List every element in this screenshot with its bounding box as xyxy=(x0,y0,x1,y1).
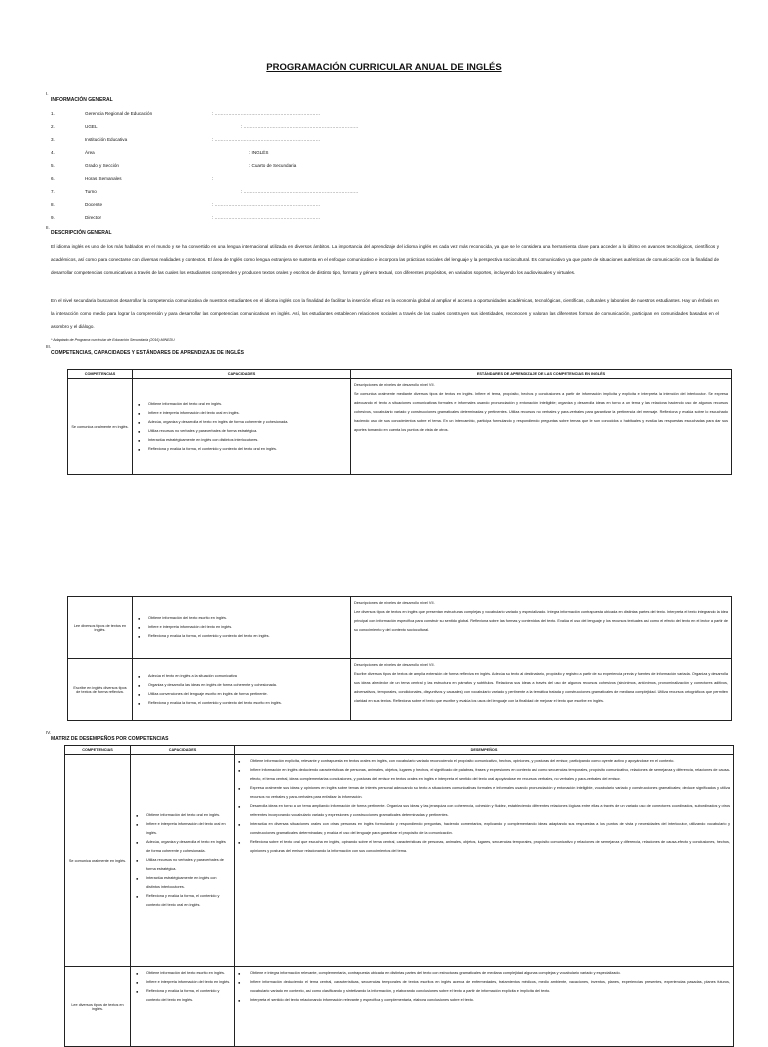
info-row xyxy=(51,150,731,158)
info-value: : INGLÉS xyxy=(249,150,269,155)
list-item: ● Adecúa, organiza y desarrolla el texto en inglés de forma coherente y cohesionada. xyxy=(146,838,231,856)
info-row xyxy=(51,202,731,210)
section-4-number: IV. xyxy=(46,730,52,735)
list-item: ● Organiza y desarrolla las ideas en inglés de forma coherente y cohesionada. xyxy=(148,681,347,690)
desempenos-table xyxy=(64,745,734,1047)
capacidades-cell xyxy=(133,597,351,659)
info-row xyxy=(51,189,731,197)
info-number: 6. xyxy=(51,176,55,181)
estandar-title: Descripciones de niveles de desarrollo nivel VII. xyxy=(354,601,435,605)
estandar-cell xyxy=(351,659,732,721)
estandar-text: Lee diversos tipos de textos en inglés que presentan estructuras complejas y vocabulario variado y especializado. Integra información contrapuesta ubicada en distintas partes del texto. Interpreta el texto integrando la idea principal con información específica para construir su sentido global. Reflexiona sobre las formas y contenidos del texto. Evalúa el uso del lenguaje y los recursos textuales así como el efecto del texto en el lector a partir de su conocimiento y del contexto sociocultural. xyxy=(354,610,728,632)
section-1-number: I. xyxy=(46,91,49,96)
header-estandares: ESTÁNDARES DE APRENDIZAJE DE LAS COMPETENCIAS EN INGLÉS xyxy=(351,370,732,379)
header-competencias: COMPETENCIAS xyxy=(68,370,133,379)
header-capacidades: CAPACIDADES xyxy=(133,370,351,379)
desempenos-cell xyxy=(235,967,734,1047)
estandar-cell xyxy=(351,379,732,475)
table-row xyxy=(68,379,732,475)
info-row xyxy=(51,111,731,119)
list-item: ● Infiere e interpreta información del texto oral en inglés. xyxy=(146,820,231,838)
estandar-cell xyxy=(351,597,732,659)
table-row xyxy=(65,967,734,1047)
info-value: : Cuarto de Secundaria xyxy=(249,163,297,168)
info-number: 3. xyxy=(51,137,55,142)
info-number: 8. xyxy=(51,202,55,207)
list-item: ● Obtiene información del texto escrito en inglés. xyxy=(146,969,231,978)
info-row xyxy=(51,163,731,171)
section-4-title: MATRIZ DE DESEMPEÑOS POR COMPETENCIAS xyxy=(51,736,169,742)
info-label: Docente xyxy=(85,202,103,207)
table-row xyxy=(65,755,734,967)
list-item: ● Adecúa el texto en inglés a la situación comunicativa xyxy=(148,672,347,681)
list-item: ● Obtiene información del texto escrito en inglés. xyxy=(148,614,347,623)
list-item: ● Reflexiona y evalúa la forma, el contenido y contexto del texto en inglés. xyxy=(148,632,347,641)
desempeno-item: ● Reflexiona sobre el texto oral que escucha en inglés, opinando sobre el tema central, características de personas, animales, objetos, lugares, secuencias temporales, propósito comunicativo y relaciones de semejanza y diferencia, relaciones de causa-efecto y conclusiones, hechos, opiniones y posturas del emisor relacionando la información con sus conocimientos del tema. xyxy=(238,838,730,856)
list-item: ● Reflexiona y evalúa la forma, el contenido y contexto del texto escrito en inglés. xyxy=(148,699,347,708)
section-2-number: II. xyxy=(46,225,50,230)
desempeno-item: ● Expresa oralmente sus ideas y opiniones en inglés sobre temas de interés personal adecuando su texto a situaciones comunicativas formales e informales usando pronunciación y entonación inteligible, vocabulario variado y construcciones gramaticales; deduce significados y utiliza recursos no verbales y para-verbales para enfatizar la información. xyxy=(238,784,730,802)
info-number: 1. xyxy=(51,111,55,116)
info-label: Institución Educativa xyxy=(85,137,128,142)
desempeno-item: ● Obtiene información explícita, relevante y contrapuesta en textos orales en inglés, con vocabulario variado reconociendo el propósito comunicativo, hechos, opiniones, y posturas del emisor, participando como oyente activo y apoyándose en el contexto. xyxy=(238,757,730,766)
description-paragraph-2: En el nivel secundaria buscamos desarrollar la competencia comunicativa de nuestros estudiantes en el idioma inglés con la finalidad de facilitar la inserción eficaz en la economía global al ampliar el acceso a oportunidades académicas, tecnológicas, científicas, culturales y laborales de nuestros estudiantes. Hay un énfasis en la interacción como medio para lograr la comprensión y para desarrollar las competencias comunicativas en inglés. Así, los estudiantes establecen relaciones sociales a través de las cuales construyen sus identidades, reconocen y valoran las diferentes formas de comunicación, participan en comunidades basadas en el asombro y el diálogo. xyxy=(51,298,719,329)
estandar-title: Descripciones de niveles de desarrollo nivel VII. xyxy=(354,663,435,667)
competencia-cell: Se comunica oralmente en inglés. xyxy=(65,755,131,967)
capacidades-list xyxy=(134,969,231,1005)
info-number: 2. xyxy=(51,124,55,129)
list-item: ● Adecúa, organiza y desarrolla el texto en inglés de forma coherente y cohesionada. xyxy=(148,418,347,427)
info-value: : …………………………………………………………… xyxy=(212,215,321,220)
table-row xyxy=(68,597,732,659)
list-item: ● Obtiene información del texto oral en inglés. xyxy=(148,400,347,409)
capacidades-cell xyxy=(131,755,235,967)
info-value: : …………………………………………………………… xyxy=(212,111,321,116)
info-number: 5. xyxy=(51,163,55,168)
list-item: ● Utiliza recursos no verbales y paraverbales de forma estratégica. xyxy=(146,856,231,874)
list-item: ● Infiere e interpreta información del texto en inglés. xyxy=(146,978,231,987)
list-item: ● Reflexiona y evalúa la forma, el contenido y contexto del texto oral en inglés. xyxy=(146,892,231,910)
source-note: * Adaptado de Programa curricular de Educación Secundaria (2016) MINEDU xyxy=(51,338,175,342)
info-value: : ………………………………………………………………… xyxy=(241,124,359,129)
desempeno-item: ● Infiere información deduciendo el tema central, características, secuencias temporales de textos escritos en inglés acerca de enfermedades, tratamientos médicos, medio ambiente, vacaciones, inventos, planes, experiencias presentes, experiencias pasadas, planes futuros, vocabulario variado en contexto, así como clasificando y sintetizando la información, y elaborando conclusiones sobre el texto a partir de información explícita e implícita del texto. xyxy=(238,978,730,996)
competencia-cell: Lee diversos tipos de textos en inglés. xyxy=(65,967,131,1047)
info-number: 9. xyxy=(51,215,55,220)
list-item: ● Utiliza convenciones del lenguaje escrito en inglés de forma pertinente. xyxy=(148,690,347,699)
desempeno-item: ● Desarrolla ideas en torno a un tema ampliando información de forma pertinente. Organiza sus ideas y las jerarquiza con coherencia, cohesión y fluidez, estableciendo diferentes relaciones lógicas entre ellas a través de un variado uso de conectores coordinados, subordinados y otros referentes incorporando vocabulario variado y expresiones y construcciones gramaticales determinadas y pertinentes. xyxy=(238,802,730,820)
capacidades-cell xyxy=(131,967,235,1047)
section-1-title: INFORMACIÓN GENERAL xyxy=(51,97,113,103)
section-3-number: III. xyxy=(46,344,52,349)
list-item: ● Infiere e interpreta información del texto en inglés. xyxy=(148,623,347,632)
capacidades-list xyxy=(136,400,347,454)
capacidades-list xyxy=(134,811,231,910)
header-desempenos: DESEMPEÑOS xyxy=(235,746,734,755)
competencia-cell: Se comunica oralmente en inglés. xyxy=(68,379,133,475)
competencia-cell: Escribe en inglés diversos tipos de textos de forma reflexiva. xyxy=(68,659,133,721)
list-item: ● Infiere e interpreta información del texto oral en inglés. xyxy=(148,409,347,418)
info-row xyxy=(51,137,731,145)
info-label: Horas Semanales xyxy=(85,176,122,181)
desempeno-item: ● Interactúa en diversas situaciones orales con otras personas en inglés formulando y respondiendo preguntas, haciendo comentarios, explicando y complementando ideas adaptando sus respuestas a los puntos de vista y necesidades del interlocutor, utilizando vocabulario y construcciones gramaticales determinadas; y evalúa el uso del lenguaje para garantizar el propósito de la comunicación. xyxy=(238,820,730,838)
info-label: Turno xyxy=(85,189,97,194)
capacidades-cell xyxy=(133,659,351,721)
list-item: ● Interactúa estratégicamente en inglés con distintos interlocutores. xyxy=(148,436,347,445)
competencias-table xyxy=(67,369,732,475)
info-label: Área xyxy=(85,150,95,155)
list-item: ● Reflexiona y evalúa la forma, el contenido y contexto del texto oral en inglés. xyxy=(148,445,347,454)
section-2-title: DESCRIPCIÓN GENERAL xyxy=(51,230,112,236)
desempeno-item: ● Infiere información en inglés deduciendo características de personas, animales, objetos, lugares y hechos, el significado de palabras, frases y expresiones en contexto así como secuencias temporales, propósito comunicativo, relaciones de semejanza y diferencia, relaciones de causa-efecto, el tema central, ideas complementarias conclusiones, y posturas del emisor en textos orales en inglés e interpreta el sentido del texto oral apoyándose en recursos verbales, no verbales y para-verbales del emisor. xyxy=(238,766,730,784)
info-row xyxy=(51,124,731,132)
capacidades-cell xyxy=(133,379,351,475)
info-value: : …………………………………………………………… xyxy=(212,202,321,207)
info-label: Gerencia Regional de Educación xyxy=(85,111,153,116)
desempeno-item: ● Interpreta el sentido del texto relacionando información relevante y específica y complementaria, elabora conclusiones sobre el texto. xyxy=(238,996,730,1005)
info-row xyxy=(51,215,731,223)
info-label: UGEL xyxy=(85,124,98,129)
section-3-title: COMPETENCIAS, CAPACIDADES Y ESTÁNDARES DE APRENDIZAJE DE INGLÉS xyxy=(51,350,244,356)
competencia-cell: Lee diversos tipos de textos en inglés. xyxy=(68,597,133,659)
document-title: PROGRAMACIÓN CURRICULAR ANUAL DE INGLÉS xyxy=(266,62,502,73)
estandar-title: Descripciones de niveles de desarrollo nivel VII. xyxy=(354,383,435,387)
estandar-text: Escribe diversos tipos de textos de amplia extensión de forma reflexiva en inglés. Adecúa su texto al destinatario, propósito y registro a partir de su experiencia previa y fuentes de información variada. Organiza y desarrolla sus ideas alrededor de un tema central y las estructura en párrafos y subtítulos. Relaciona sus ideas a través del uso de algunos recursos cohesivos (sinónimos, antónimos, pronominalización y conectores aditivos, adversativos, temporales, condicionales, disyuntivos y causales) con vocabulario variado y pertinente a la temática tratada y construcciones gramaticales de mediana complejidad. Utiliza recursos ortográficos que permiten claridad en sus textos. Reflexiona sobre el texto que escribe y evalúa los usos del lenguaje con la finalidad de mejorar el texto que escribe en inglés. xyxy=(354,672,728,703)
info-value: : …………………………………………………………… xyxy=(212,137,321,142)
capacidades-list xyxy=(136,672,347,708)
list-item: ● Obtiene información del texto oral en inglés. xyxy=(146,811,231,820)
header-capacidades: CAPACIDADES xyxy=(131,746,235,755)
info-number: 4. xyxy=(51,150,55,155)
info-label: Grado y Sección xyxy=(85,163,119,168)
info-row xyxy=(51,176,731,184)
desempeno-item: ● Obtiene e integra información relevante, complementaria, contrapuesta ubicada en distintas partes del texto con estructuras gramaticales de mediana complejidad algunas complejas y vocabulario variado y especializado. xyxy=(238,969,730,978)
desempenos-cell xyxy=(235,755,734,967)
capacidades-list xyxy=(136,614,347,641)
list-item: ● Interactúa estratégicamente en inglés con distintos interlocutores. xyxy=(146,874,231,892)
info-value: : ………………………………………………………………… xyxy=(241,189,359,194)
info-value: : xyxy=(212,176,214,181)
competencias-table-continued xyxy=(67,596,732,721)
estandar-text: Se comunica oralmente mediante diversos tipos de textos en inglés. Infiere el tema, propósito, hechos y conclusiones a partir de información implícita y explícita e interpreta la intención del interlocutor. Se expresa adecuando el texto a situaciones comunicativas formales e informales usando pronunciación y entonación inteligible; organiza y desarrolla ideas en torno a un tema y las relaciona haciendo uso de algunos recursos cohesivos, vocabulario variado y construcciones gramaticales determinadas y pertinentes. Utiliza recursos no verbales y para-verbales para garantizar la pertinencia del mensaje. Reflexiona y evalúa sobre lo escuchado haciendo uso de sus conocimientos sobre el tema. En un intercambio, participa formulando y respondiendo preguntas sobre temas que le son conocidos o habituales y evalúa las respuestas escuchadas para dar sus aportes tomando en cuenta los puntos de vista de otros. xyxy=(354,392,728,432)
info-number: 7. xyxy=(51,189,55,194)
list-item: ● Reflexiona y evalúa la forma, el contenido y contexto del texto en inglés. xyxy=(146,987,231,1005)
header-competencias: COMPETENCIAS xyxy=(65,746,131,755)
description-paragraph-1: El idioma inglés es uno de los más hablados en el mundo y se ha convertido en una lengua internacional utilizada en diversos ámbitos. La importancia del aprendizaje del idioma inglés es cada vez más reconocida, ya que se le considera una herramienta clave para acceder a lo último en avances tecnológicos, científicos y académicos, así como para conectarse con diversas realidades y contextos. El área de Inglés como lengua extranjera se sustenta en el enfoque comunicativo e incorpora las prácticas sociales del lenguaje y la perspectiva sociocultural. Es comunicativo ya que parte de situaciones auténticas de comunicación con la finalidad de desarrollar competencias comunicativas a través de las cuales los estudiantes comprenden y producen textos orales y escritos de distinto tipo, formato y género textual, con diferentes propósitos, en variados soportes, incluyendo los audiovisuales y virtuales. xyxy=(51,244,719,275)
info-label: Director xyxy=(85,215,102,220)
list-item: ● Utiliza recursos no verbales y paraverbales de forma estratégica. xyxy=(148,427,347,436)
table-row xyxy=(68,659,732,721)
